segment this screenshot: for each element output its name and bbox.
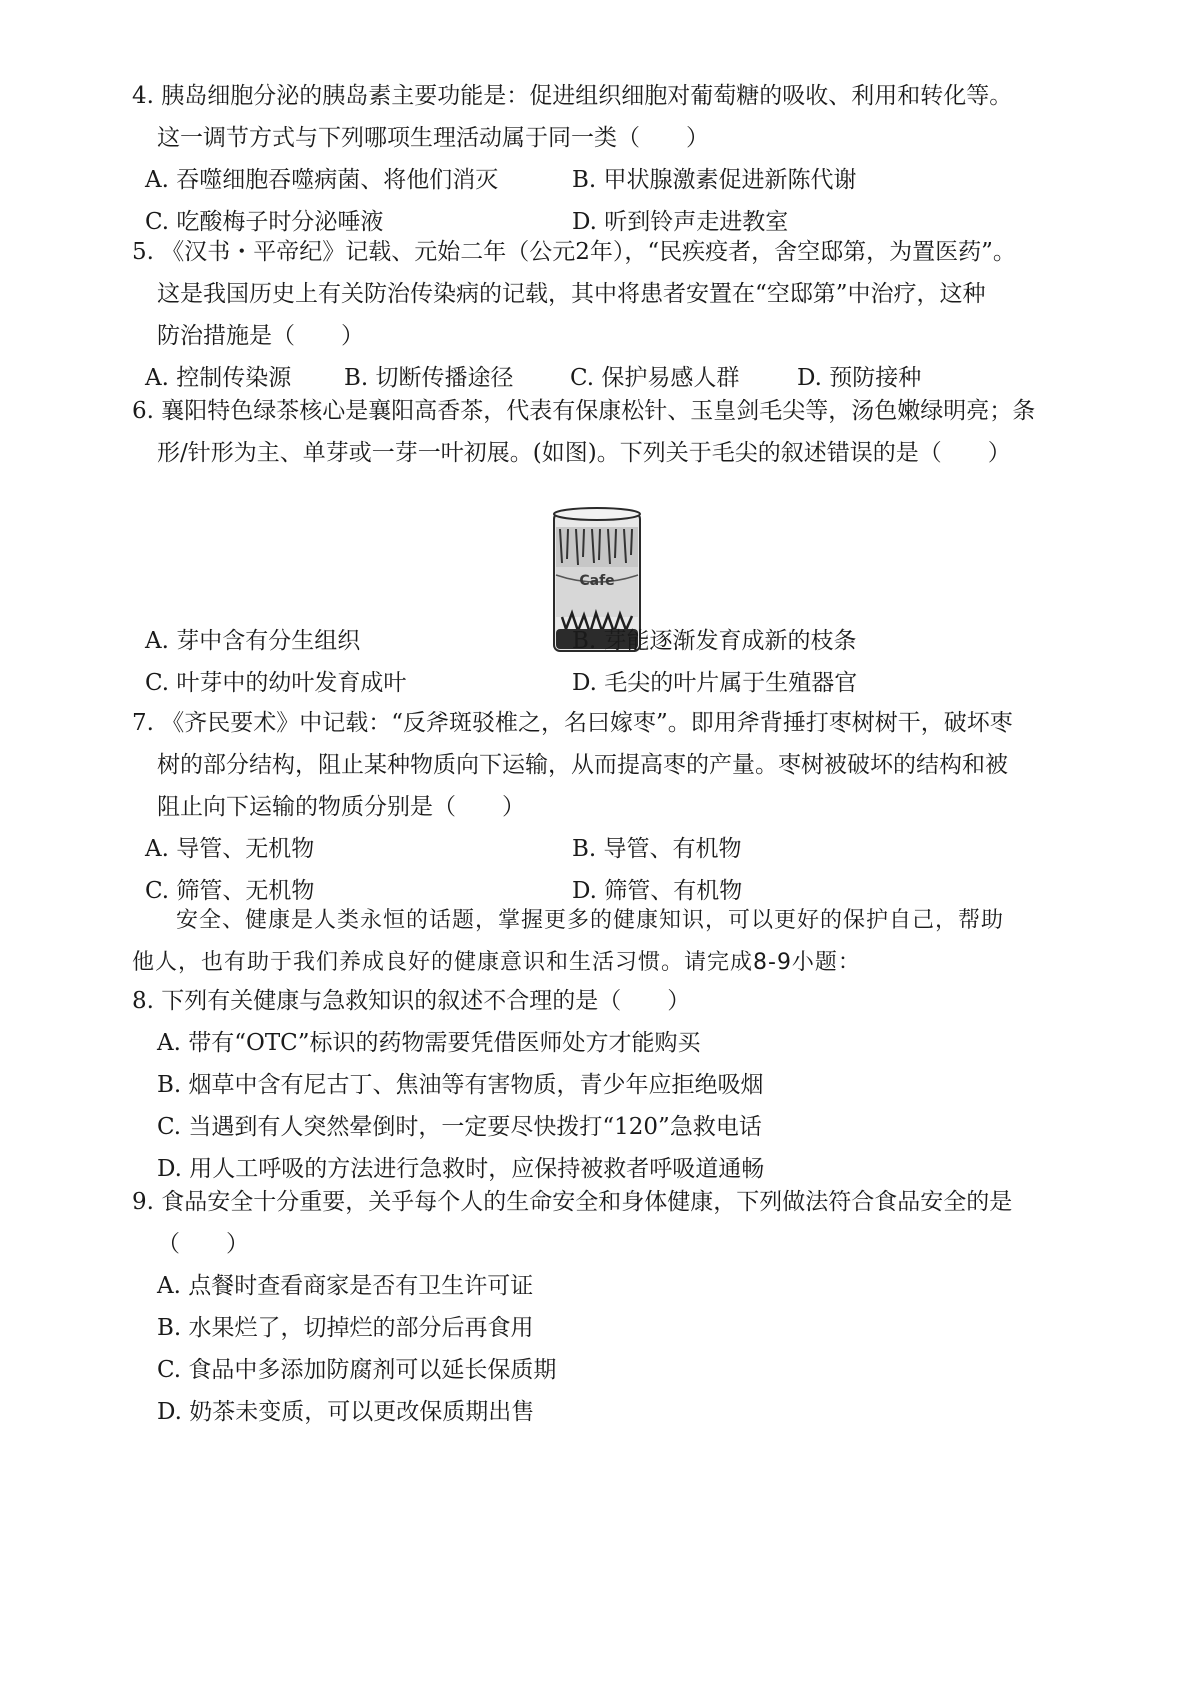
question-4-option-d[interactable]: D. 听到铃声走进教室 [572, 209, 789, 235]
intro-passage [132, 900, 1072, 984]
question-7-option-c[interactable]: C. 筛管、无机物 [145, 878, 315, 904]
question-4-option-a[interactable]: A. 吞噬细胞吞噬病菌、将他们消灭 [145, 167, 499, 193]
question-6-option-c[interactable]: C. 叶芽中的幼叶发育成叶 [145, 670, 407, 696]
question-9-option-a[interactable]: A. 点餐时查看商家是否有卫生许可证 [157, 1273, 534, 1299]
question-5-option-b[interactable]: B. 切断传播途径 [344, 365, 514, 391]
question-7-option-d[interactable]: D. 筛管、有机物 [572, 878, 743, 904]
question-4 [132, 75, 1072, 243]
question-8-option-d[interactable]: D. 用人工呼吸的方法进行急救时，应保持被救者呼吸道通畅 [157, 1156, 765, 1182]
question-6 [132, 390, 1072, 474]
question-6-options-row-1 [132, 620, 1072, 662]
question-8-line-1: 8. 下列有关健康与急救知识的叙述不合理的是（ ） [132, 988, 691, 1014]
question-7-option-b[interactable]: B. 导管、有机物 [572, 836, 742, 862]
question-6-line-2: 形/针形为主、单芽或一芽一叶初展。(如图)。下列关于毛尖的叙述错误的是（ ） [157, 440, 1011, 466]
question-7-line-3: 阻止向下运输的物质分别是（ ） [157, 794, 525, 820]
question-7 [132, 702, 1072, 912]
question-9-option-c[interactable]: C. 食品中多添加防腐剂可以延长保质期 [157, 1357, 557, 1383]
question-4-options-row-1 [132, 159, 1072, 201]
intro-line-2: 他人，也有助于我们养成良好的健康意识和生活习惯。请完成8-9小题： [132, 950, 861, 975]
question-9-option-b[interactable]: B. 水果烂了，切掉烂的部分后再食用 [157, 1315, 534, 1341]
question-6-option-a[interactable]: A. 芽中含有分生组织 [145, 628, 361, 654]
question-8-option-a[interactable]: A. 带有“OTC”标识的药物需要凭借医师处方才能购买 [157, 1030, 701, 1056]
question-9-option-d[interactable]: D. 奶茶未变质，可以更改保质期出售 [157, 1399, 535, 1425]
question-4-option-b[interactable]: B. 甲状腺激素促进新陈代谢 [572, 167, 857, 193]
question-5-option-d[interactable]: D. 预防接种 [797, 365, 922, 391]
question-5 [132, 231, 1072, 399]
question-7-line-1: 7. 《齐民要术》中记载：“反斧斑驳椎之，名曰嫁枣”。即用斧背捶打枣树树干，破坏枣 [132, 710, 1013, 736]
question-7-line-2: 树的部分结构，阻止某种物质向下运输，从而提高枣的产量。枣树被破坏的结构和被 [157, 752, 1008, 778]
question-5-line-2: 这是我国历史上有关防治传染病的记载，其中将患者安置在“空邸第”中治疗，这种 [157, 281, 986, 307]
question-4-option-c[interactable]: C. 吃酸梅子时分泌唾液 [145, 209, 384, 235]
question-4-line-1: 4. 胰岛细胞分泌的胰岛素主要功能是：促进组织细胞对葡萄糖的吸收、利用和转化等。 [132, 83, 1013, 109]
question-5-option-a[interactable]: A. 控制传染源 [145, 365, 292, 391]
question-8 [132, 980, 1072, 1190]
question-6-option-b[interactable]: B. 芽能逐渐发育成新的枝条 [572, 628, 857, 654]
question-8-option-b[interactable]: B. 烟草中含有尼古丁、焦油等有害物质，青少年应拒绝吸烟 [157, 1072, 764, 1098]
question-6-option-d[interactable]: D. 毛尖的叶片属于生殖器官 [572, 670, 858, 696]
question-6-options [132, 620, 1072, 704]
question-9-line-1: 9. 食品安全十分重要，关乎每个人的生命安全和身体健康，下列做法符合食品安全的是 [132, 1189, 1013, 1215]
question-4-line-2: 这一调节方式与下列哪项生理活动属于同一类（ ） [157, 125, 709, 151]
question-9-line-2: （ ） [157, 1231, 249, 1257]
cup-label: Cafe [579, 573, 615, 589]
question-6-options-row-2 [132, 662, 1072, 704]
question-8-option-c[interactable]: C. 当遇到有人突然晕倒时，一定要尽快拨打“120”急救电话 [157, 1114, 762, 1140]
question-5-option-c[interactable]: C. 保护易感人群 [570, 365, 740, 391]
question-7-options-row-1 [132, 828, 1072, 870]
question-9 [132, 1181, 1072, 1433]
question-6-line-1: 6. 襄阳特色绿茶核心是襄阳高香茶，代表有保康松针、玉皇剑毛尖等，汤色嫩绿明亮；条 [132, 398, 1036, 424]
question-5-line-1: 5. 《汉书・平帝纪》记载、元始二年（公元2年），“民疾疫者，舍空邸第，为置医药”。 [132, 239, 1016, 265]
intro-line-1: 安全、健康是人类永恒的话题，掌握更多的健康知识，可以更好的保护自己，帮助 [176, 908, 1005, 933]
question-5-line-3: 防治措施是（ ） [157, 323, 364, 349]
question-7-option-a[interactable]: A. 导管、无机物 [145, 836, 315, 862]
